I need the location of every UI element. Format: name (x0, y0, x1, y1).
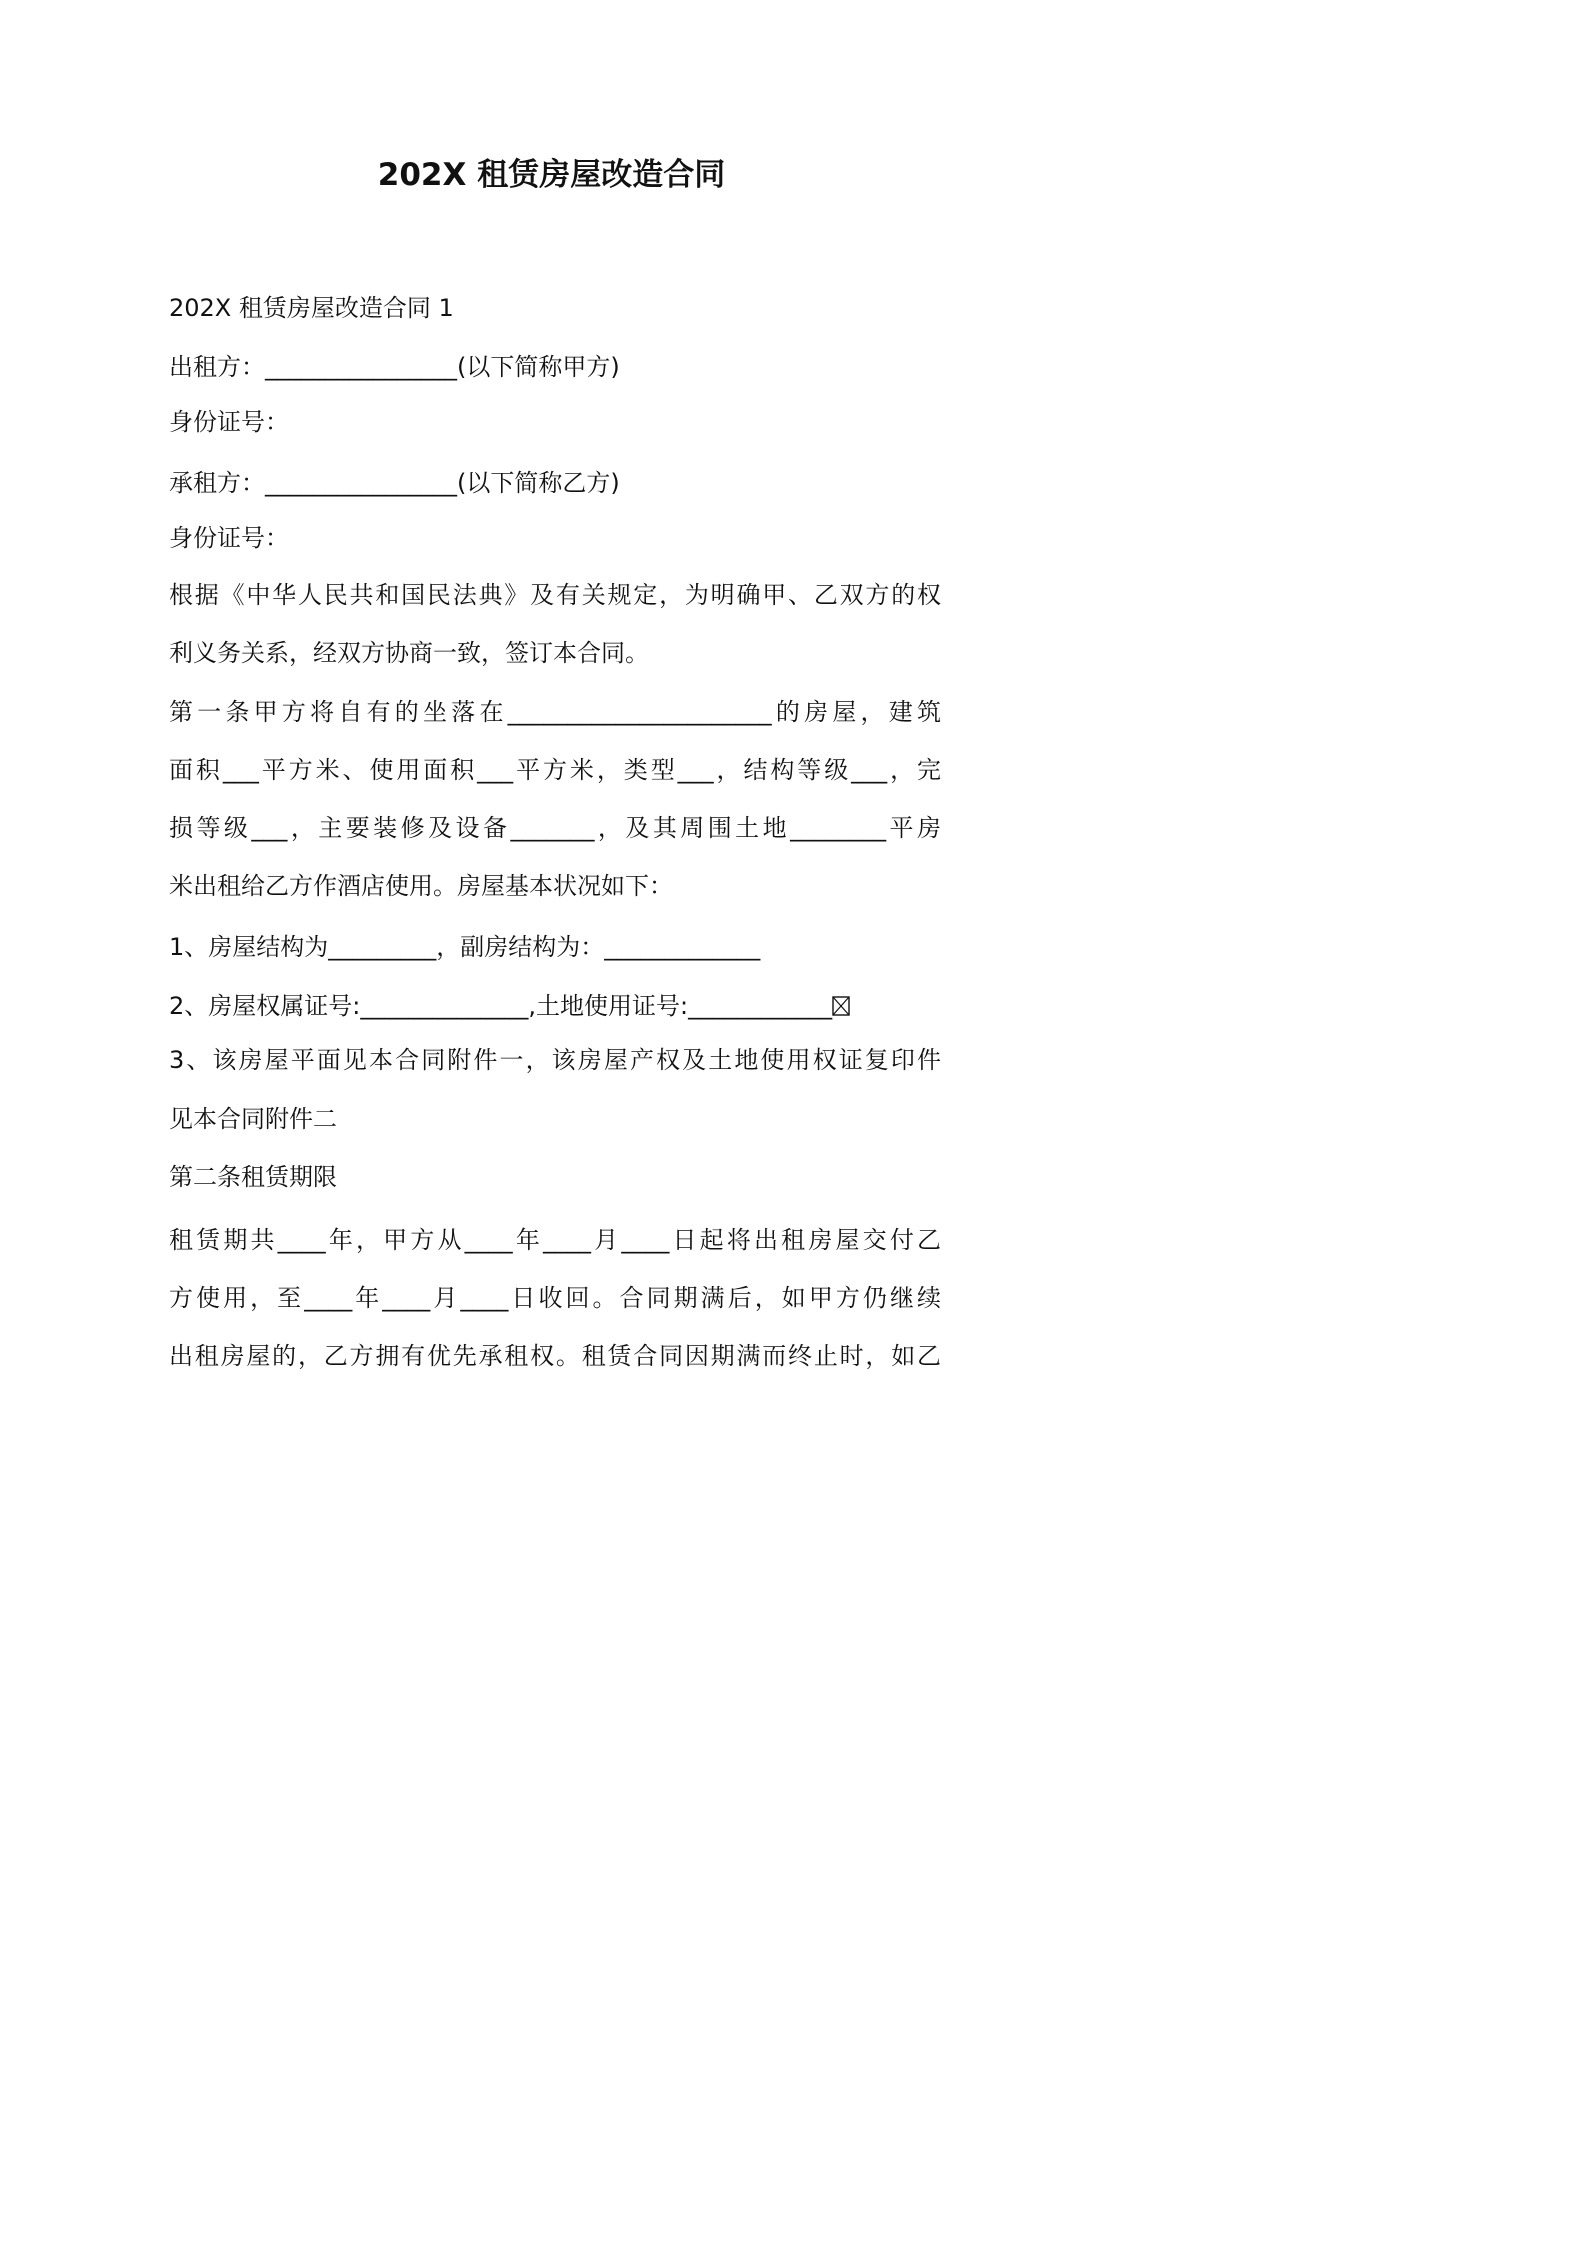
item-2-row (169, 988, 850, 1024)
crossed-box-icon (832, 996, 850, 1016)
item-2-text: 2、房屋权属证号:______________,土地使用证号:____________ (169, 992, 833, 1020)
article2-heading: 第二条租赁期限 (169, 1163, 337, 1191)
article1-line-1: 第一条甲方将自有的坐落在______________________的房屋，建筑 (169, 698, 941, 726)
lessor-line: 出租方：________________(以下简称甲方) (169, 353, 620, 381)
document-page (0, 0, 1103, 1560)
lessee-line: 承租方：________________(以下简称乙方) (169, 469, 620, 497)
contract-subtitle: 202X 租赁房屋改造合同 1 (169, 294, 454, 322)
article1-line-3: 损等级___，主要装修及设备_______，及其周围土地________平房 (169, 814, 941, 842)
item-3-line-1: 3、该房屋平面见本合同附件一，该房屋产权及土地使用权证复印件 (169, 1046, 941, 1074)
article2-line-2: 方使用，至____年____月____日收回。合同期满后，如甲方仍继续 (169, 1284, 941, 1312)
document-title: 202X 租赁房屋改造合同 (377, 157, 726, 193)
preamble-line-2: 利义务关系，经双方协商一致，签订本合同。 (169, 639, 649, 667)
article2-line-1: 租赁期共____年，甲方从____年____月____日起将出租房屋交付乙 (169, 1226, 941, 1254)
article2-line-3: 出租房屋的，乙方拥有优先承租权。租赁合同因期满而终止时，如乙 (169, 1342, 941, 1370)
item-1-line: 1、房屋结构为_________，副房结构为：_____________ (169, 933, 761, 961)
lessor-id-line: 身份证号： (169, 408, 289, 436)
item-3-line-2: 见本合同附件二 (169, 1105, 337, 1133)
lessee-id-line: 身份证号： (169, 524, 289, 552)
article1-line-4: 米出租给乙方作酒店使用。房屋基本状况如下： (169, 872, 673, 900)
preamble-line-1: 根据《中华人民共和国民法典》及有关规定，为明确甲、乙双方的权 (169, 581, 941, 609)
article1-line-2: 面积___平方米、使用面积___平方米，类型___，结构等级___，完 (169, 756, 941, 784)
